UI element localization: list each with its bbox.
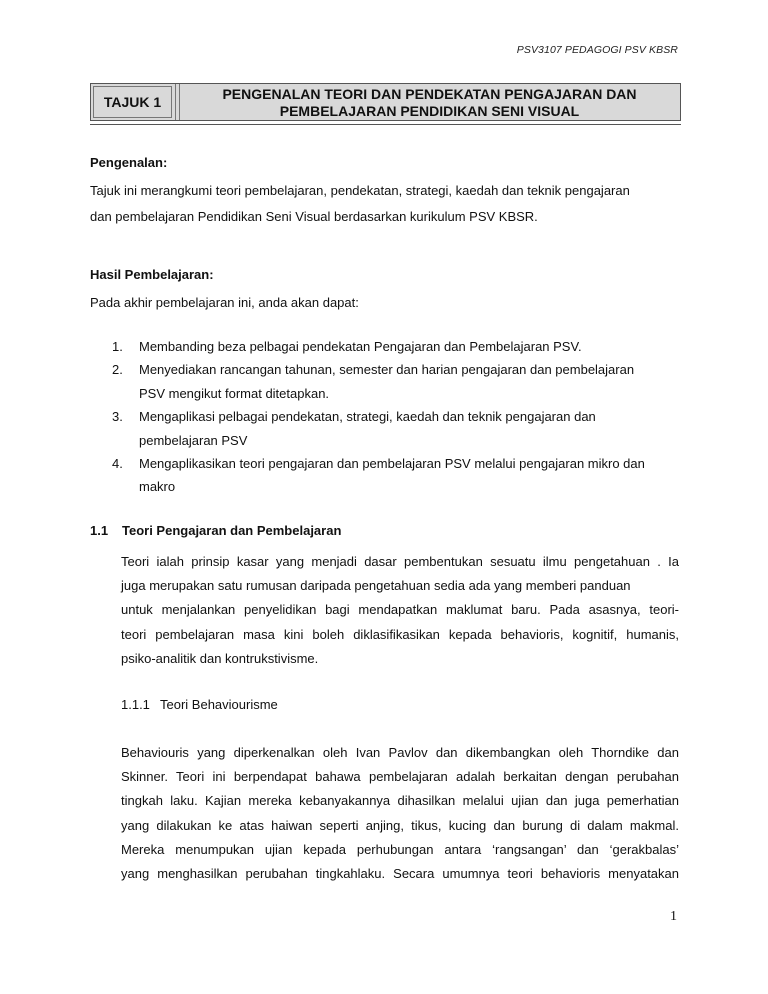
list-item-line: makro xyxy=(139,479,176,495)
intro-heading: Pengenalan: xyxy=(90,155,168,170)
topic-title xyxy=(183,86,676,120)
title-box-divider xyxy=(175,84,180,120)
paragraph-line: untuk menjalankan penyelidikan bagi mendapatkan maklumat baru. Pada asasnya, teori- xyxy=(121,602,679,618)
list-item xyxy=(112,358,682,405)
list-item-line: PSV mengikut format ditetapkan. xyxy=(139,385,330,401)
learning-outcomes-list xyxy=(112,335,682,499)
section-title: Teori Pengajaran dan Pembelajaran xyxy=(122,523,342,538)
section-1-1-paragraph xyxy=(121,550,679,671)
topic-title-line-2: PEMBELAJARAN PENDIDIKAN SENI VISUAL xyxy=(279,103,580,119)
list-item-line: Mengaplikasikan teori pengajaran dan pembelajaran PSV melalui pengajaran mikro dan xyxy=(139,456,645,472)
topic-label: TAJUK 1 xyxy=(93,86,172,118)
intro-line-2: dan pembelajaran Pendidikan Seni Visual berdasarkan kurikulum PSV KBSR. xyxy=(90,209,538,224)
paragraph-line: Mereka menumpukan ujian kepada perhubungan antara ‘rangsangan’ dan ‘gerakbalas’ xyxy=(121,841,679,857)
section-1-1-1-paragraph xyxy=(121,741,679,886)
learning-outcomes-lead: Pada akhir pembelajaran ini, anda akan dapat: xyxy=(90,295,359,310)
list-item-line: Menyediakan rancangan tahunan, semester dan harian pengajaran dan pembelajaran xyxy=(139,362,635,378)
paragraph-line: Skinner. Teori ini berpendapat bahawa pembelajaran adalah berkaitan dengan perubahan xyxy=(121,769,679,785)
list-item xyxy=(112,452,682,499)
paragraph-line: yang dilakukan ke atas haiwan seperti anjing, tikus, kucing dan burung di dalam makmal. xyxy=(121,817,679,833)
list-item xyxy=(112,405,682,452)
subsection-number: 1.1.1 xyxy=(121,697,150,712)
subsection-heading-1-1-1 xyxy=(121,697,278,712)
list-item-number: 2. xyxy=(112,362,123,378)
section-heading-1-1 xyxy=(90,523,341,538)
topic-title-box xyxy=(90,83,681,121)
list-item-line: pembelajaran PSV xyxy=(139,432,248,448)
topic-title-line-1: PENGENALAN TEORI DAN PENDEKATAN PENGAJARAN DAN xyxy=(222,86,637,102)
paragraph-line: tingkah laku. Kajian mereka kebanyakannya dihasilkan melalui ujian dan juga pemerhatian xyxy=(121,793,679,809)
list-item-line: Membanding beza pelbagai pendekatan Pengajaran dan Pembelajaran PSV. xyxy=(139,339,582,354)
paragraph-line: teori pembelajaran masa kini boleh diklasifikasikan kepada behavioris, kognitif, humanis, xyxy=(121,626,679,642)
list-item-number: 4. xyxy=(112,456,123,472)
intro-line-1: Tajuk ini merangkumi teori pembelajaran, pendekatan, strategi, kaedah dan teknik pengajaran xyxy=(90,183,630,198)
list-item-number: 1. xyxy=(112,339,123,354)
paragraph-line: Teori ialah prinsip kasar yang menjadi dasar pembentukan sesuatu ilmu pengetahuan . Ia xyxy=(121,554,679,569)
paragraph-line: psiko-analitik dan kontrukstivisme. xyxy=(121,650,319,666)
subsection-title: Teori Behaviourisme xyxy=(160,697,278,712)
paragraph-line: juga merupakan satu rumusan daripada pengetahuan sedia ada yang memberi panduan xyxy=(121,578,631,594)
paragraph-line: Behaviouris yang diperkenalkan oleh Ivan Pavlov dan dikembangkan oleh Thorndike dan xyxy=(121,745,679,760)
paragraph-line: yang menghasilkan perubahan tingkahlaku. Secara umumnya teori behavioris menyatakan xyxy=(121,866,679,882)
list-item xyxy=(112,335,682,358)
page-number: 1 xyxy=(670,909,677,924)
running-header: PSV3107 PEDAGOGI PSV KBSR xyxy=(516,44,678,56)
list-item-number: 3. xyxy=(112,409,123,425)
list-item-line: Mengaplikasi pelbagai pendekatan, strategi, kaedah dan teknik pengajaran dan xyxy=(139,409,596,425)
section-number: 1.1 xyxy=(90,523,109,538)
learning-outcomes-heading: Hasil Pembelajaran: xyxy=(90,267,214,282)
